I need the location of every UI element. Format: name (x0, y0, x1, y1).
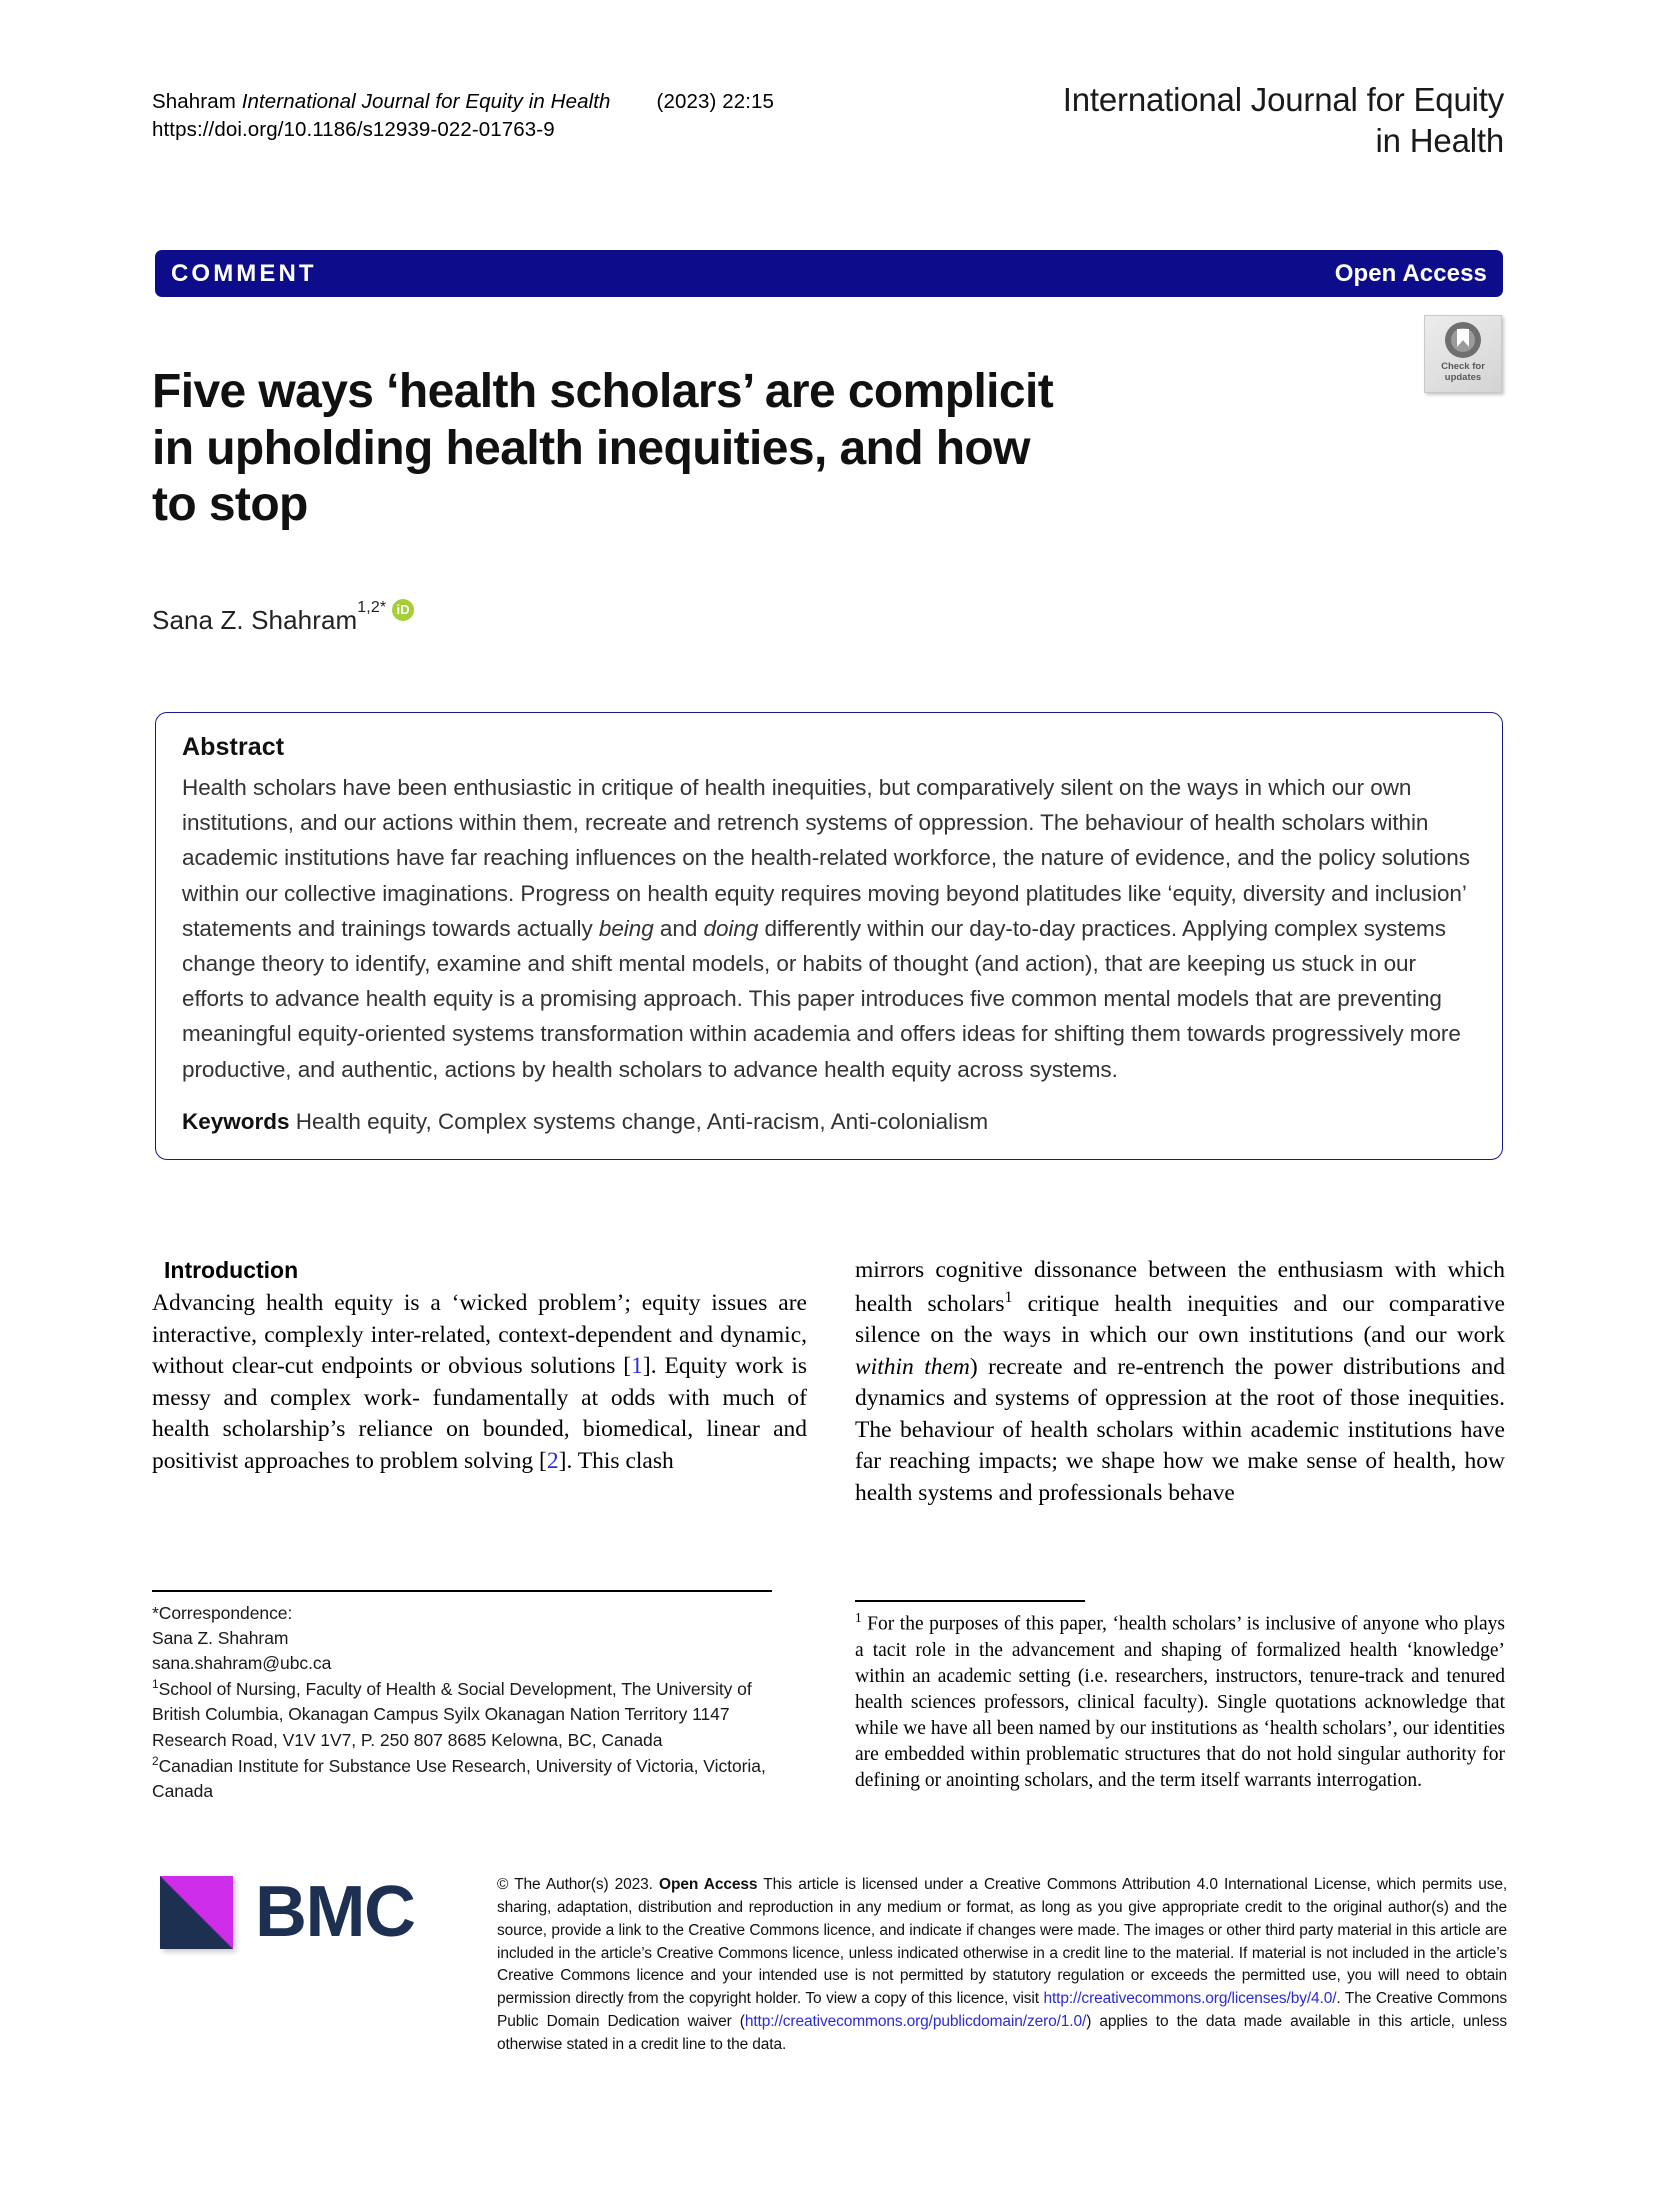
intro-cont-part-3: ) recreate and re-entrench the power distributions and dynamics and systems of oppression at the root of those inequities. The behaviour of health scholars within academic institutions have far reaching impacts; we shape how we make sense of health, how health systems and professionals behave (855, 1353, 1505, 1506)
running-head (152, 88, 1052, 143)
correspondence-text (152, 1601, 782, 1805)
title-line-1: Five ways ‘health scholars’ are complicit (152, 365, 1054, 419)
intro-part-2: ]. Equity work is messy and complex work- fundamentally at odds with much of health scholarship’s reliance on bounded, biomedical, linear and positivist approaches to problem solving [ (152, 1353, 807, 1474)
title-line-2: in upholding health inequities, and how (152, 421, 1030, 475)
keywords-label: Keywords (182, 1108, 290, 1134)
journal-title-line-2: in Health (1375, 121, 1504, 159)
section-heading-introduction: Introduction (164, 1257, 299, 1283)
page-title (152, 364, 1262, 533)
correspondence-email[interactable]: sana.shahram@ubc.ca (152, 1653, 332, 1674)
license-open-access-label: Open Access (659, 1876, 758, 1893)
footnote-divider (855, 1600, 1085, 1602)
body-column-left (152, 1255, 807, 1477)
license-part-4: ) applies to the data made available in this article, unless otherwise stated in a credit line to the data. (497, 2013, 1507, 2054)
keywords-row (182, 1105, 1476, 1139)
abstract-part-1: Health scholars have been enthusiastic in critique of health inequities, but comparatively silent on the ways in which our own institutions, and our actions within them, recreate and retrench systems of oppression. The behaviour of health scholars within academic institutions have far reaching influences on the health-related workforce, the nature of evidence, and the policy solutions within our collective imaginations. Progress on health equity requires moving beyond platitudes like ‘equity, diversity and inclusion’ statements and trainings towards actually (182, 775, 1470, 941)
doi-link[interactable]: https://doi.org/10.1186/s12939-022-01763-9 (152, 117, 555, 141)
intro-paragraph (152, 1288, 807, 1478)
footnote-text (855, 1609, 1505, 1794)
affiliation-1 (152, 1676, 782, 1753)
running-head-author: Shahram (152, 90, 242, 113)
correspondence-block (152, 1590, 782, 1804)
license-url-1[interactable]: http://creativecommons.org/licenses/by/4.0/ (1043, 1990, 1337, 2008)
correspondence-label: *Correspondence: (152, 1602, 293, 1623)
bmc-wordmark: BMC (255, 1871, 415, 1952)
journal-title (944, 80, 1504, 162)
abstract-italic-being: being (598, 915, 654, 941)
author-affiliation-marks: 1,2* (357, 599, 387, 616)
affiliation-2-text: Canadian Institute for Substance Use Research, University of Victoria, Victoria, Canada (152, 1755, 766, 1802)
affiliation-1-mark: 1 (152, 1677, 159, 1692)
article-type-label: COMMENT (171, 259, 317, 287)
intro-part-1: Advancing health equity is a ‘wicked problem’; equity issues are interactive, complexly inter-related, context-dependent and dynamic, without clear-cut endpoints or obvious solutions [ (152, 1289, 807, 1380)
running-head-volume: (2023) 22:15 (656, 90, 775, 113)
citation-ref-1[interactable]: 1 (631, 1353, 643, 1380)
running-head-journal: International Journal for Equity in Health (241, 90, 611, 113)
affiliation-2-mark: 2 (152, 1754, 159, 1769)
footnote-block (855, 1600, 1505, 1794)
affiliation-1-text: School of Nursing, Faculty of Health & Social Development, The University of British Columbia, Okanagan Campus Syilx Okanagan Nation Territory 1147 Research Road, V1V 1V7, P. 250 807 8685 Kelowna, BC, Canada (152, 1679, 752, 1750)
author-name: Sana Z. Shahram (152, 605, 358, 635)
footnote-body: For the purposes of this paper, ‘health scholars’ is inclusive of anyone who plays a tacit role in the advancement and shaping of formalized health ‘knowledge’ within an academic setting (i.e. researchers, instructors, tenure-track and tenured health sciences professors, clinical faculty). Single quotations acknowledge that while we have all been named by our institutions as ‘health scholars’, our identities are embedded within problematic structures that do not hold singular authority for defining or anointing scholars, and the term itself warrants interrogation. (855, 1613, 1505, 1791)
license-text (497, 1874, 1507, 2057)
intro-part-3: ]. This clash (558, 1447, 674, 1474)
orcid-icon[interactable]: iD (392, 599, 414, 621)
journal-title-line-1: International Journal for Equity (1062, 81, 1504, 118)
license-part-3: . The Creative Commons Public Domain Dedication waiver ( (497, 1990, 1507, 2031)
license-part-2: This article is licensed under a Creative Commons Attribution 4.0 International License, which permits use, sharing, adaptation, distribution and reproduction in any medium or format, as long as you give appropriate credit to the original author(s) and the source, provide a link to the Creative Commons licence, and indicate if changes were made. The images or other third party material in this article are included in the article’s Creative Commons licence, unless indicated otherwise in a credit line to the material. If material is not included in the article’s Creative Commons licence and your intended use is not permitted by statutory regulation or exceeds the permitted use, you will need to obtain permission directly from the copyright holder. To view a copy of this licence, visit (497, 1876, 1508, 2008)
license-url-2[interactable]: http://creativecommons.org/publicdomain/zero/1.0/ (744, 2013, 1087, 2031)
crossmark-label (1441, 361, 1485, 383)
abstract-text (182, 770, 1476, 1087)
affiliation-2 (152, 1753, 782, 1804)
citation-ref-2[interactable]: 2 (546, 1447, 559, 1474)
check-for-updates-badge[interactable] (1424, 315, 1502, 393)
intro-paragraph-continued (855, 1255, 1505, 1510)
article-type-banner (155, 250, 1503, 297)
abstract-part-2: and (653, 915, 704, 941)
body-column-right (855, 1255, 1505, 1510)
abstract-box (155, 712, 1503, 1160)
running-head-citation (152, 88, 1052, 116)
correspondence-name: Sana Z. Shahram (152, 1627, 289, 1648)
abstract-italic-doing: doing (703, 915, 759, 941)
crossmark-icon (1445, 322, 1481, 358)
open-access-label: Open Access (1334, 259, 1487, 287)
footnote-number: 1 (855, 1610, 862, 1625)
intro-cont-italic: within them (855, 1353, 970, 1380)
correspondence-divider (152, 1590, 772, 1592)
crossmark-label-line-1: Check for (1441, 361, 1485, 372)
abstract-heading: Abstract (182, 733, 285, 761)
bmc-logo (160, 1871, 415, 1952)
intro-cont-part-2: critique health inequities and our comparative silence on the ways in which our own institutions (and our work (855, 1290, 1505, 1349)
title-line-3: to stop (152, 477, 308, 531)
keywords-value: Health equity, Complex systems change, Anti-racism, Anti-colonialism (289, 1108, 989, 1134)
bmc-mark-icon (160, 1876, 233, 1949)
footnote-marker-1[interactable]: 1 (1004, 1288, 1013, 1306)
author-byline (152, 599, 414, 636)
crossmark-label-line-2: updates (1444, 372, 1482, 384)
intro-cont-part-1: mirrors cognitive dissonance between the enthusiasm with which health scholars (855, 1257, 1505, 1317)
license-part-1: © The Author(s) 2023. (497, 1876, 660, 1893)
abstract-part-3: differently within our day-to-day practices. Applying complex systems change theory to identify, examine and shift mental models, or habits of thought (and action), that are keeping us stuck in our efforts to advance health equity is a promising approach. This paper introduces five common mental models that are preventing meaningful equity-oriented systems transformation within academia and offers ideas for shifting them towards progressively more productive, and authentic, actions by health scholars to advance health equity across systems. (182, 915, 1461, 1082)
